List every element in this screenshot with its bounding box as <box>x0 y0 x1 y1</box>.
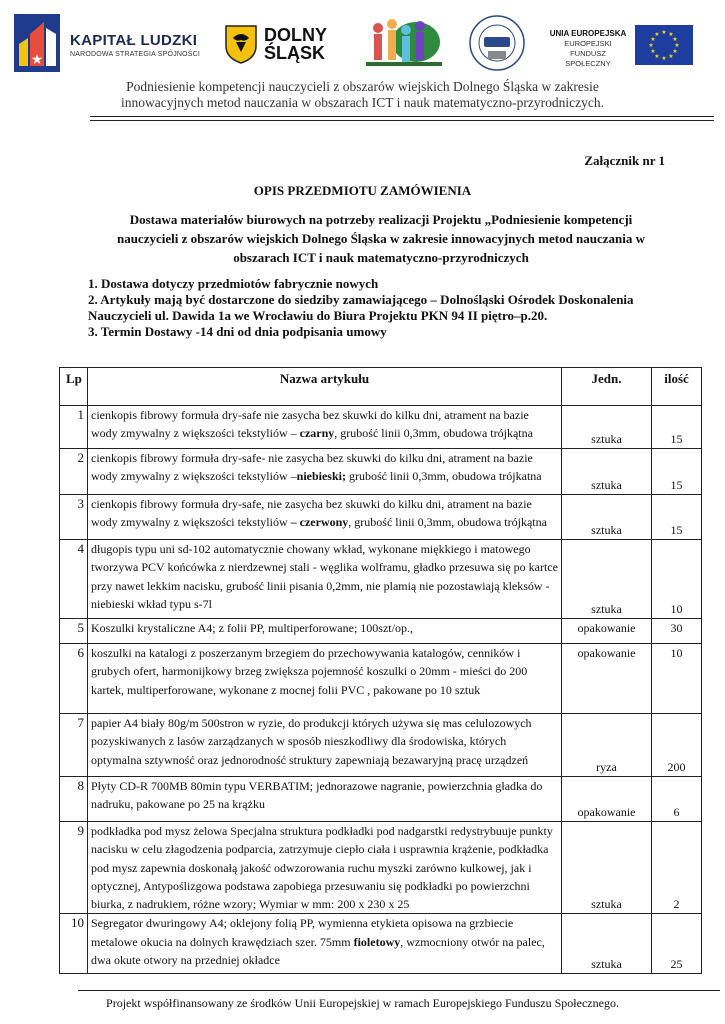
row-lp: 7 <box>60 714 88 777</box>
row-name-part: grubość linii 0,3mm, obudowa trójkatna <box>345 469 542 484</box>
condition-3: 3. Termin Dostawy -14 dni od dnia podpisania umowy <box>88 324 387 339</box>
unia-europejska-text <box>548 29 628 69</box>
row-lp: 1 <box>60 406 88 449</box>
svg-text:★: ★ <box>674 42 680 49</box>
row-name-part: , grubość linii 0,3mm, obudowa trójkątna <box>334 426 533 441</box>
row-lp: 10 <box>60 914 88 974</box>
row-name-part: cienkopis fibrowy formuła dry-safe, nie zasycha bez skuwki do kilku dni, atrament na bazie wody zmywalny z większości tekstyliów <box>91 497 532 530</box>
table-row <box>60 449 702 495</box>
intro-paragraph: Dostawa materiałów biurowych na potrzeby realizacji Projektu „Podniesienie kompetencji nauczycieli z obszarów wiejskich Dolnego Śląska w zakresie innowacyjnych metod nauczania w obszarach ICT i nauk matematyczno-przyrodniczych <box>116 212 646 265</box>
row-name: papier A4 biały 80g/m 500stron w ryzie, do produkcji których używa się mas celulozowych pozyskiwanych z lasów zarządzanych w sposób nieszkodliwy dla środowiska, których optymalna sztywność oraz jednorodność struktury zapewniają bezawaryjną pracę urządzeń <box>88 714 562 777</box>
svg-text:★: ★ <box>668 53 674 60</box>
row-unit: sztuka <box>562 540 652 619</box>
row-name-part: , wzmocniony otwór na palec, dwa okute otwory na przedniej okładce <box>91 934 545 968</box>
row-qty: 200 <box>652 714 702 777</box>
row-name: koszulki na katalogi z poszerzanym brzegiem do przechowywania katalogów, cenników i grubych ofert, harmonijkowy brzeg zwiększa pojemność koszulki o 20mm - mieści do 200 kartek, multiperforowane, wykonane z mocnej folii PVC , pakowane po 10 sztuk <box>88 644 562 714</box>
logo-strip <box>0 0 725 75</box>
table-row <box>60 406 702 449</box>
footer-text: Projekt współfinansowany ze środków Unii Europejskiej w ramach Europejskiego Funduszu Społecznego. <box>106 996 619 1010</box>
svg-text:★: ★ <box>668 31 674 38</box>
table-row <box>60 714 702 777</box>
kapital-ludzki-title: KAPITAŁ LUDZKI <box>70 32 198 49</box>
header-rule-top <box>90 116 714 117</box>
project-header-line1: Podniesienie kompetencji nauczycieli z obszarów wiejskich Dolnego Śląska w zakresie <box>126 79 599 94</box>
document-title: OPIS PRZEDMIOTU ZAMÓWIENIA <box>253 183 472 198</box>
row-lp: 4 <box>60 540 88 619</box>
header-qty: ilość <box>652 368 702 406</box>
row-unit: opakowanie <box>562 777 652 822</box>
row-name-part: cienkopis fibrowy formuła dry-safe nie zasycha bez skuwki do kilku dni, atrament na bazie wody zmywalny z większości tekstyliów – <box>91 408 529 441</box>
header-name: Nazwa artykułu <box>88 368 562 406</box>
row-name: Płyty CD-R 700MB 80min typu VERBATIM; jednorazowe nagranie, powierzchnia gładka do nadruku, pakowane po 25 na krążku <box>88 777 562 822</box>
svg-text:★: ★ <box>648 42 654 49</box>
row-lp: 9 <box>60 822 88 914</box>
row-name <box>88 914 562 974</box>
dolny-slask-line1: DOLNY <box>264 25 327 45</box>
header-lp: Lp <box>60 368 88 406</box>
svg-text:★: ★ <box>654 53 660 60</box>
row-qty: 15 <box>652 406 702 449</box>
table-row <box>60 777 702 822</box>
eu-flag-icon <box>635 25 693 65</box>
svg-text:★: ★ <box>30 52 44 68</box>
row-qty: 6 <box>652 777 702 822</box>
row-lp: 6 <box>60 644 88 714</box>
unia-line2: EUROPEJSKI <box>564 39 612 48</box>
svg-text:★: ★ <box>672 36 678 43</box>
table-row <box>60 540 702 619</box>
dodn-seal-icon <box>462 13 532 73</box>
row-qty: 2 <box>652 822 702 914</box>
row-qty: 10 <box>652 540 702 619</box>
svg-text:★: ★ <box>650 48 656 55</box>
row-name-part: Segregator dwuringowy A4; oklejony folią PP, wymienna etykieta opisowa na grzbiecie metalowe okucia na dolnych krawędziach szer. 75mm <box>91 916 514 949</box>
row-name: podkładka pod mysz żelowa Specjalna struktura podkładki pod nadgarstki redystrybuuje punkty nacisku w celu złagodzenia podparcia, zatrzymuje ciepło ciała i usprawnia krążenie, podkładka pod mysz zapewnia doskonałą jakość odwzorowania ruchu myszki zarówno kulkowej, jak i optycznej, Antypoślizgowa podstawa zapobiega przesuwaniu się podkładki po powierzchni biurka, z nadrukiem, różne wzory; Wymiar w mm: 200 x 230 x 25 <box>88 822 562 914</box>
row-qty: 15 <box>652 449 702 495</box>
project-header-line2: innowacyjnych metod nauczania w obszarach ICT i nauk matematyczno-przyrodniczych. <box>121 95 604 110</box>
row-unit: opakowanie <box>562 644 652 714</box>
kapital-ludzki-logo-icon <box>14 14 60 72</box>
row-lp: 5 <box>60 619 88 644</box>
items-table <box>59 367 702 974</box>
row-name-emphasis: fioletowy <box>353 934 401 949</box>
row-name-part: , grubość linii 0,3mm, obudowa trójkątna <box>348 515 547 530</box>
people-tree-logo-icon <box>364 14 444 72</box>
svg-text:★: ★ <box>650 36 656 43</box>
condition-1: 1. Dostawa dotyczy przedmiotów fabrycznie nowych <box>88 276 379 291</box>
table-row <box>60 914 702 974</box>
table-header-row <box>60 368 702 406</box>
dolny-slask-crest-icon <box>224 24 258 64</box>
row-name-emphasis: – czerwony <box>290 515 349 530</box>
unia-line3: FUNDUSZ SPOŁECZNY <box>565 49 611 68</box>
row-name: Koszulki krystaliczne A4; z folii PP, multiperforowane; 100szt/op., <box>88 619 562 644</box>
row-name <box>88 406 562 449</box>
dolny-slask-line2: ŚLĄSK <box>264 43 326 63</box>
row-name-part: cienkopis fibrowy formuła dry-safe- nie zasycha bez skuwki do kilku dni, atrament na bazie wody zmywalny z większości tekstyliów – <box>91 451 533 484</box>
unia-line1: UNIA EUROPEJSKA <box>549 29 627 38</box>
row-name-emphasis: niebieski; <box>296 469 346 484</box>
svg-text:★: ★ <box>661 29 667 36</box>
row-lp: 8 <box>60 777 88 822</box>
row-unit: sztuka <box>562 449 652 495</box>
row-name: długopis typu uni sd-102 automatycznie chowany wkład, wykonane miękkiego i matowego tworzywa PCV końcówka z nierdzewnej stali - węglika wolframu, gładko przesuwa się po kartce przy nawet lekkim nacisku, grubość linii pisania 0,2mm, nie plamią nie pozostawiają kleksów - niebieski wkład typu s-7l <box>88 540 562 619</box>
kapital-ludzki-subtitle: NARODOWA STRATEGIA SPÓJNOŚCI <box>70 51 201 58</box>
row-qty: 30 <box>652 619 702 644</box>
row-name <box>88 449 562 495</box>
row-qty: 25 <box>652 914 702 974</box>
table-row <box>60 495 702 540</box>
condition-2: 2. Artykuły mają być dostarczone do siedziby zamawiającego – Dolnośląski Ośrodek Doskonalenia Nauczycieli ul. Dawida 1a we Wrocławiu do Biura Projektu PKN 94 II piętro–p.20. <box>88 292 634 323</box>
attachment-label: Załącznik nr 1 <box>584 153 665 168</box>
table-row <box>60 822 702 914</box>
table-row <box>60 644 702 714</box>
table-row <box>60 619 702 644</box>
row-unit: sztuka <box>562 914 652 974</box>
svg-text:★: ★ <box>661 55 667 62</box>
row-lp: 2 <box>60 449 88 495</box>
row-qty: 15 <box>652 495 702 540</box>
svg-text:★: ★ <box>672 48 678 55</box>
row-name-emphasis: czarny <box>299 426 335 441</box>
row-unit: sztuka <box>562 822 652 914</box>
row-unit: ryza <box>562 714 652 777</box>
row-unit: opakowanie <box>562 619 652 644</box>
svg-text:★: ★ <box>654 31 660 38</box>
dolny-slask-wordmark <box>264 26 327 62</box>
row-name <box>88 495 562 540</box>
conditions-list <box>88 276 688 340</box>
row-unit: sztuka <box>562 406 652 449</box>
footer-rule <box>78 990 720 991</box>
row-qty: 10 <box>652 644 702 714</box>
row-unit: sztuka <box>562 495 652 540</box>
row-lp: 3 <box>60 495 88 540</box>
header-unit: Jedn. <box>562 368 652 406</box>
project-header-title <box>0 79 725 111</box>
header-rule-bottom <box>90 120 714 121</box>
